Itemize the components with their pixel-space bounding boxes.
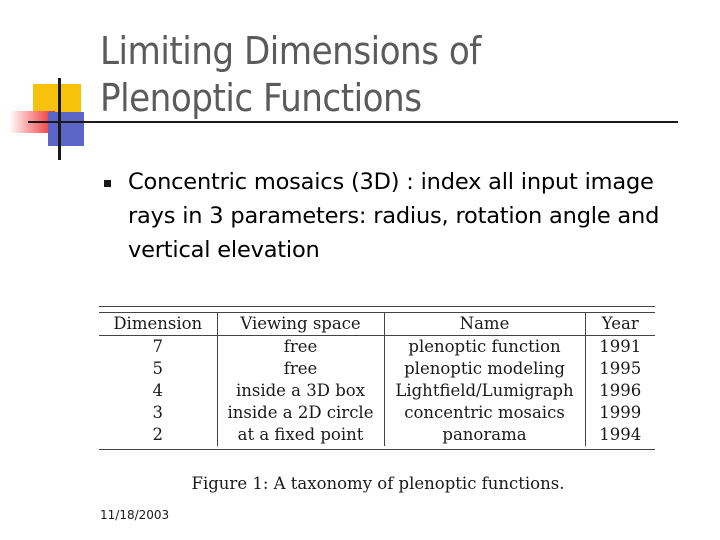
table-cell: plenoptic modeling <box>384 358 585 380</box>
table-cell: at a fixed point <box>217 424 384 446</box>
table-cell: 3 <box>99 402 217 424</box>
table-cell: Lightfield/Lumigraph <box>384 380 585 402</box>
table-cell: free <box>217 358 384 380</box>
slide-title-line-1: Limiting Dimensions of <box>100 29 481 73</box>
table-cell: panorama <box>384 424 585 446</box>
table-header-row <box>99 313 655 336</box>
table-row <box>99 402 655 424</box>
bullet-text: Concentric mosaics (3D) : index all input image rays in 3 parameters: radius, rotation angle and vertical elevation <box>128 169 660 263</box>
table-cell: 5 <box>99 358 217 380</box>
table-header-cell: Name <box>384 313 585 336</box>
table-cell: 1991 <box>599 337 642 356</box>
table-row <box>99 336 655 359</box>
table-cell: 1999 <box>599 403 642 422</box>
decor-vertical-line <box>58 78 61 160</box>
taxonomy-table <box>99 312 655 446</box>
table-cell: 2 <box>99 424 217 446</box>
table-header-cell: Year <box>585 313 655 336</box>
table-cell: 4 <box>99 380 217 402</box>
table-header-cell: Dimension <box>99 313 217 336</box>
table-cell: free <box>217 336 384 359</box>
table-row <box>99 380 655 402</box>
table-cell: inside a 2D circle <box>217 402 384 424</box>
table-cell: 1995 <box>599 359 642 378</box>
table-row <box>99 424 655 446</box>
table-cell: concentric mosaics <box>384 402 585 424</box>
table-row <box>99 358 655 380</box>
figure-caption: Figure 1: A taxonomy of plenoptic functions. <box>191 474 565 493</box>
table-cell: 7 <box>99 336 217 359</box>
decor-blue-square <box>48 112 84 146</box>
table-header-cell: Viewing space <box>217 313 384 336</box>
table-top-rule <box>99 306 655 307</box>
footer-date: 11/18/2003 <box>100 508 170 522</box>
slide-title <box>100 28 700 122</box>
table-cell: 1996 <box>599 381 642 400</box>
table-bottom-rule <box>99 449 655 450</box>
table-cell: inside a 3D box <box>217 380 384 402</box>
slide-title-line-2: Plenoptic Functions <box>100 76 422 120</box>
table-cell: plenoptic function <box>384 336 585 359</box>
table-cell: 1994 <box>599 425 642 444</box>
bullet-square-icon <box>104 180 111 187</box>
